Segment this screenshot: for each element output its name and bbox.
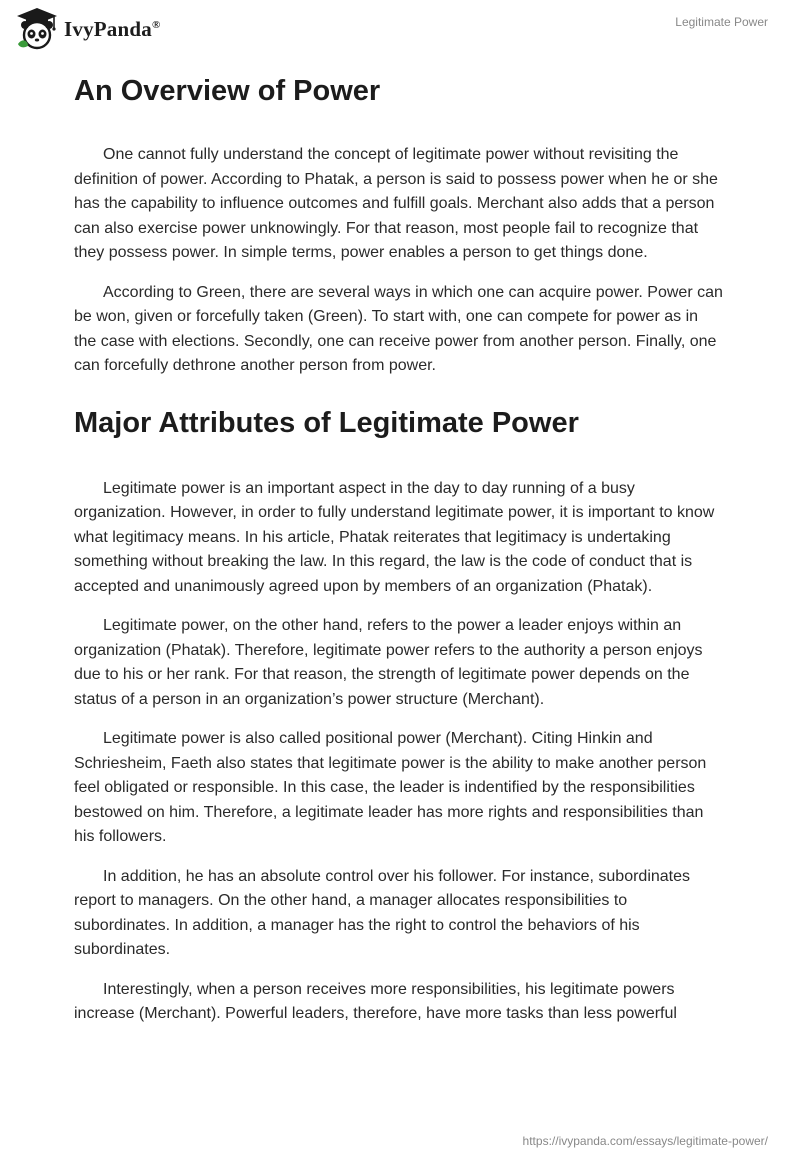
paragraph: According to Green, there are several ways in which one can acquire power. Power can be won, given or forcefully taken (Green). To start with, one can compete for power as in the case with elections. Secondly, one can receive power from another person. Finally, one can forcefully dethrone another person from power. bbox=[74, 283, 723, 374]
paragraph: Legitimate power is also called positional power (Merchant). Citing Hinkin and Schriesheim, Faeth also states that legitimate power is the ability to make another person feel obligated or responsible. In this case, the leader is indentified by the responsibilities bestowed on him. Therefore, a legitimate leader has more rights and responsibilities than his followers. bbox=[74, 730, 707, 845]
paragraph: Interestingly, when a person receives more responsibilities, his legitimate powers increase (Merchant). Powerful leaders, therefore, have more tasks than less powerful bbox=[74, 980, 677, 1022]
brand-name: IvyPanda® bbox=[64, 16, 161, 41]
paragraph: Legitimate power is an important aspect in the day to day running of a busy organization. However, in order to fully understand legitimate power, it is important to know what legitimacy means. In his article, Phatak reiterates that legitimacy is undertaking something without breaking the law. In this regard, the law is the code of conduct that is accepted and unanimously agreed upon by members of an organization (Phatak). bbox=[74, 479, 715, 595]
paragraph: One cannot fully understand the concept of legitimate power without revisiting the definition of power. According to Phatak, a person is said to possess power when he or she has the capability to influence outcomes and fulfill goals. Merchant also adds that a person can also exercise power unknowingly. For that reason, most people fail to recognize that they possess power. In simple terms, power enables a person to get things done. bbox=[74, 146, 718, 261]
page-header bbox=[0, 0, 800, 60]
section-heading: An Overview of Power bbox=[74, 75, 381, 107]
panda-graduate-icon bbox=[14, 6, 60, 52]
brand-logo[interactable] bbox=[14, 6, 160, 52]
source-url[interactable]: https://ivypanda.com/essays/legitimate-power/ bbox=[522, 1134, 768, 1148]
paragraph: Legitimate power, on the other hand, refers to the power a leader enjoys within an organization (Phatak). Therefore, legitimate power refers to the authority a person enjoys due to his or her rank. For that reason, the strength of legitimate power depends on the status of a person in an organization’s power structure (Merchant). bbox=[74, 617, 703, 708]
section-heading: Major Attributes of Legitimate Power bbox=[74, 406, 579, 439]
document-title: Legitimate Power bbox=[675, 15, 768, 29]
essay-content bbox=[74, 70, 724, 1042]
paragraph: In addition, he has an absolute control over his follower. For instance, subordinates report to managers. On the other hand, a manager allocates responsibilities to subordinates. In addition, a manager has the right to control the behaviors of his subordinates. bbox=[74, 867, 691, 958]
